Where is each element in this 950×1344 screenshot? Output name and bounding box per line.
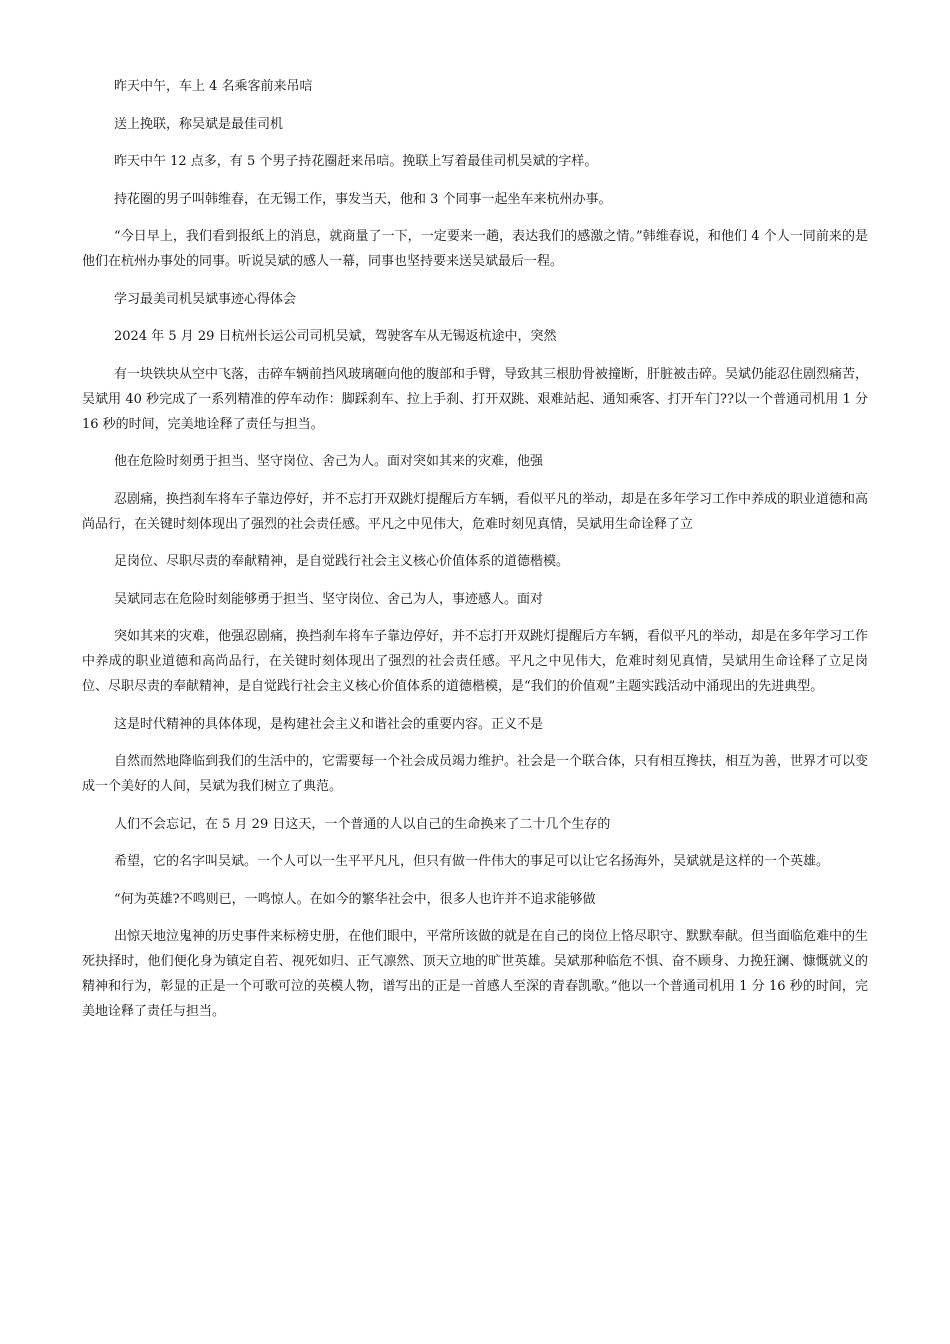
paragraph-11: 足岗位、尽职尽责的奉献精神，是自觉践行社会主义核心价值体系的道德楷模。 — [114, 554, 570, 569]
paragraph-4: 持花圈的男子叫韩维春，在无锡工作，事发当天，他和 3 个同事一起坐车来杭州办事。 — [114, 191, 612, 207]
paragraph-10: 忍剧痛，换挡刹车将车子靠边停好，并不忘打开双跳灯提醒后方车辆，看似平凡的举动，却是在多年学习工作中养成的职业道德和高尚品行，在关键时刻体现出了强烈的社会责任感。平凡之中见伟大，危难时刻见真情，吴斌用生命诠释了立 — [82, 491, 869, 532]
paragraph-2: 送上挽联，称吴斌是最佳司机 — [114, 116, 284, 132]
paragraph-3: 昨天中午 12 点多，有 5 个男子持花圈赶来吊唁。挽联上写着最佳司机吴斌的字样。 — [114, 154, 598, 169]
paragraph-1: 昨天中午，车上 4 名乘客前来吊唁 — [114, 79, 313, 94]
paragraph-12: 吴斌同志在危险时刻能够勇于担当、坚守岗位、舍己为人，事迹感人。面对 — [114, 591, 544, 607]
document-body — [82, 74, 868, 1037]
paragraph-13: 突如其来的灾难，他强忍剧痛，换挡刹车将车子靠边停好，并不忘打开双跳灯提醒后方车辆，看似平凡的举动，却是在多年学习工作中养成的职业道德和高尚品行，在关键时刻体现出了强烈的社会责任感。平凡之中见伟大，危难时刻见真情，吴斌用生命诠释了立足岗位、尽职尽责的奉献精神，是自觉践行社会主义核心价值体系的道德楷模，是“我们的价值观”主题实践活动中涌现出的先进典型。 — [82, 629, 869, 694]
paragraph-7: 2024 年 5 月 29 日杭州长运公司司机吴斌，驾驶客车从无锡返杭途中，突然 — [114, 329, 557, 344]
paragraph-17: 希望，它的名字叫吴斌。一个人可以一生平平凡凡，但只有做一件伟大的事足可以让它名扬海外，吴斌就是这样的一个英雄。 — [114, 854, 830, 869]
paragraph-9: 他在危险时刻勇于担当、坚守岗位、舍己为人。面对突如其来的灾难，他强 — [114, 454, 544, 469]
paragraph-15: 自然而然地降临到我们的生活中的，它需要每一个社会成员竭力维护。社会是一个联合体，只有相互搀扶，相互为善，世界才可以变成一个美好的人间，吴斌为我们树立了典范。 — [82, 754, 869, 794]
paragraph-18: “何为英雄?不鸣则已，一鸣惊人。在如今的繁华社会中，很多人也许并不追求能够做 — [114, 891, 596, 907]
paragraph-14: 这是时代精神的具体体现，是构建社会主义和谐社会的重要内容。正义不是 — [114, 716, 544, 732]
paragraph-19: 出惊天地泣鬼神的历史事件来标榜史册，在他们眼中，平常所该做的就是在自己的岗位上恪尽职守、默默奉献。但当面临危难中的生死抉择时，他们便化身为镇定自若、视死如归、正气凛然、顶天立地的旷世英雄。吴斌那种临危不惧、奋不顾身、力挽狂澜、慷慨就义的精神和行为，彰显的正是一个可歌可泣的英模人物，谱写出的正是一首感人至深的青春凯歌。”他以一个普通司机用 1 分 16 秒的时间，完美地诠释了责任与担当。 — [82, 929, 869, 1019]
paragraph-5: “今日早上，我们看到报纸上的消息，就商量了一下，一定要来一趟，表达我们的感激之情。”韩维春说，和他们 4 个人一同前来的是他们在杭州办事处的同事。听说吴斌的感人一幕，同事也坚持要来送吴斌最后一程。 — [82, 229, 868, 269]
paragraph-16: 人们不会忘记，在 5 月 29 日这天，一个普通的人以自己的生命换来了二十几个生存的 — [114, 816, 611, 832]
section-title: 学习最美司机吴斌事迹心得体会 — [114, 291, 297, 307]
paragraph-8: 有一块铁块从空中飞落，击碎车辆前挡风玻璃砸向他的腹部和手臂，导致其三根肋骨被撞断，肝脏被击碎。吴斌仍能忍住剧烈痛苦，吴斌用 40 秒完成了一系列精准的停车动作：脚踩刹车、拉上手刹、打开双跳、艰难站起、通知乘客、打开车门??以一个普通司机用 1 分 16 秒的时间，完美地诠释了责任与担当。 — [82, 366, 869, 432]
